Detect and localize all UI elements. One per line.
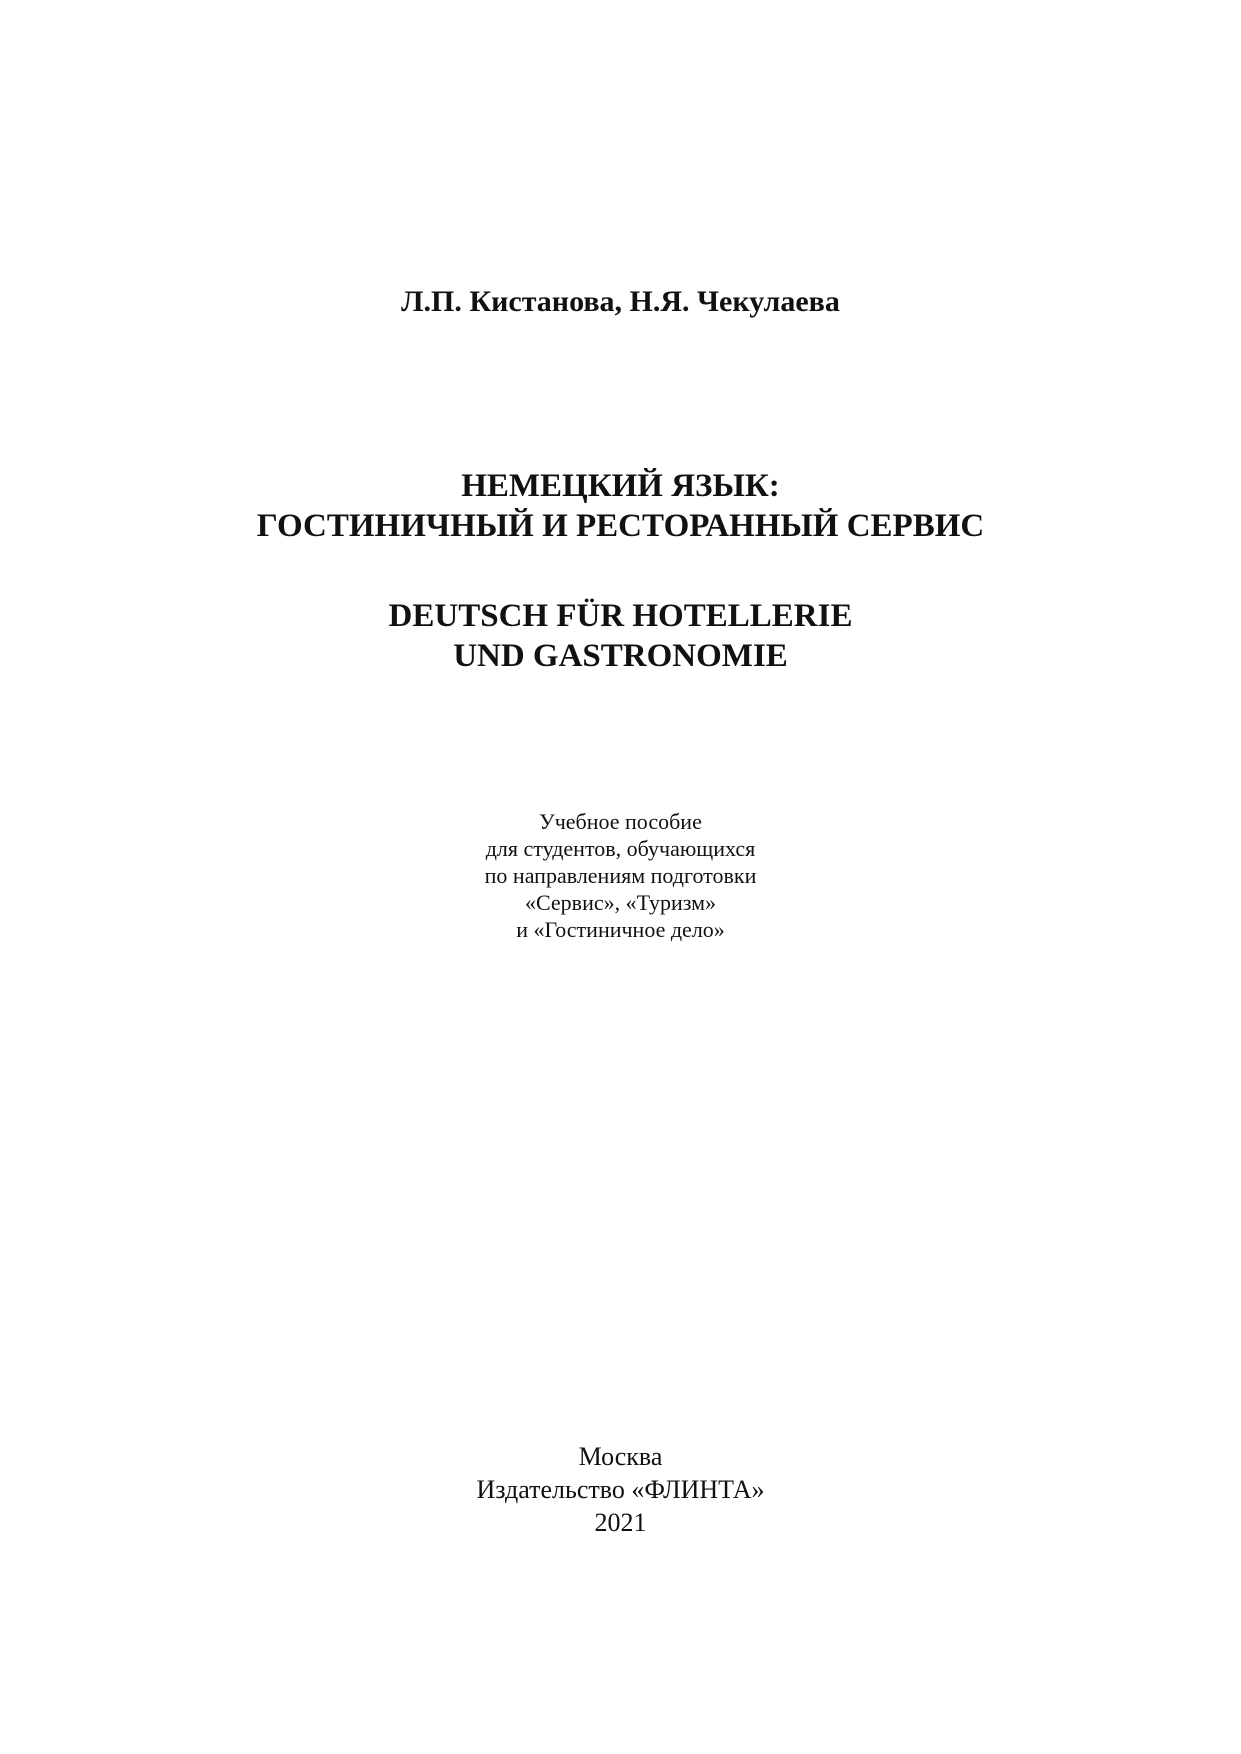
description-line: Учебное пособие [539, 809, 702, 834]
book-description [0, 808, 1241, 943]
title-german [0, 596, 1241, 676]
imprint-publisher: Издательство «ФЛИНТА» [476, 1475, 765, 1504]
title-german-line-2: UND GASTRONOMIE [453, 638, 788, 674]
title-german-line-1: DEUTSCH FÜR HOTELLERIE [388, 598, 853, 634]
imprint-city: Москва [578, 1442, 663, 1471]
title-russian [0, 466, 1241, 546]
title-russian-line-1: НЕМЕЦКИЙ ЯЗЫК: [461, 468, 780, 504]
description-line: и «Гостиничное дело» [516, 917, 725, 942]
imprint [0, 1440, 1241, 1539]
authors: Л.П. Кистанова, Н.Я. Чекулаева [401, 285, 840, 318]
description-line: «Сервис», «Туризм» [524, 890, 717, 915]
description-line: по направлениям подготовки [484, 863, 757, 888]
description-line: для студентов, обучающихся [485, 836, 756, 861]
imprint-year: 2021 [594, 1508, 647, 1537]
title-russian-line-2: ГОСТИНИЧНЫЙ И РЕСТОРАННЫЙ СЕРВИС [256, 508, 985, 544]
